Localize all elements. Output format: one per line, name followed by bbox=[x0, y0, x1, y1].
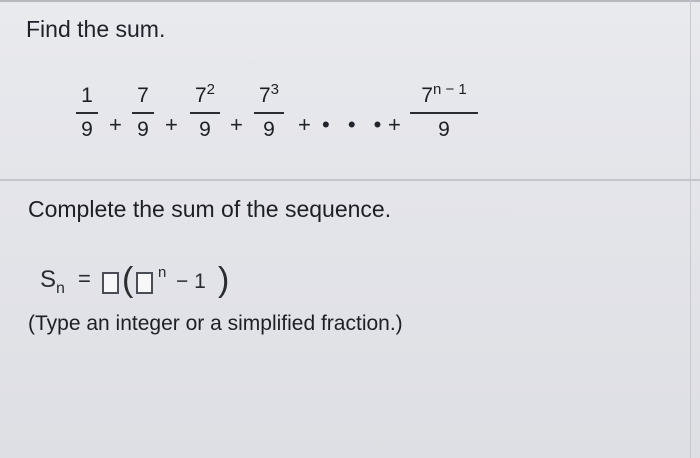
term-n bbox=[410, 81, 478, 142]
ellipsis: • • • bbox=[322, 112, 388, 137]
plus-sign: + bbox=[298, 112, 311, 137]
term-4-numerator: $7^3$ bbox=[258, 81, 280, 107]
fraction-bar bbox=[132, 112, 154, 114]
base-answer-box[interactable] bbox=[136, 272, 153, 294]
term-1-denominator: 9 bbox=[81, 118, 93, 141]
plus-sign: + bbox=[388, 112, 401, 137]
term-n-numerator: $7^{n - 1}$ bbox=[421, 81, 467, 107]
sn-label: $S_n$ bbox=[40, 266, 65, 297]
term-4-denominator: 9 bbox=[263, 118, 275, 141]
series-expression bbox=[76, 81, 496, 174]
term-1-numerator: 1 bbox=[81, 84, 93, 107]
term-2-denominator: 9 bbox=[137, 118, 149, 141]
answer-prompt: Complete the sum of the sequence. bbox=[28, 196, 392, 222]
equals-sign: = bbox=[78, 266, 91, 291]
section-divider bbox=[0, 179, 700, 181]
fraction-bar bbox=[190, 112, 220, 114]
open-parenthesis: ( bbox=[122, 261, 134, 299]
term-3-denominator: 9 bbox=[199, 118, 211, 141]
fraction-bar bbox=[410, 112, 478, 114]
plus-sign: + bbox=[230, 112, 243, 137]
term-3-numerator: $7^2$ bbox=[194, 81, 216, 107]
close-parenthesis: ) bbox=[218, 261, 230, 299]
question-heading: Find the sum. bbox=[26, 16, 166, 42]
top-border bbox=[0, 0, 700, 2]
term-2-numerator: 7 bbox=[137, 84, 149, 107]
term-n-denominator: 9 bbox=[438, 118, 450, 141]
term-2 bbox=[132, 84, 154, 142]
right-divider bbox=[690, 0, 691, 458]
coefficient-answer-box[interactable] bbox=[102, 272, 119, 294]
plus-sign: + bbox=[165, 112, 178, 137]
minus-one: − 1 bbox=[176, 270, 206, 293]
fraction-bar bbox=[254, 112, 284, 114]
exponent-n: n bbox=[158, 264, 167, 281]
term-3 bbox=[190, 81, 220, 142]
answer-hint: (Type an integer or a simplified fraction.) bbox=[28, 312, 403, 335]
plus-sign: + bbox=[109, 112, 122, 137]
answer-expression bbox=[40, 262, 300, 302]
fraction-bar bbox=[76, 112, 98, 114]
term-1 bbox=[76, 84, 98, 142]
term-4 bbox=[254, 81, 284, 142]
